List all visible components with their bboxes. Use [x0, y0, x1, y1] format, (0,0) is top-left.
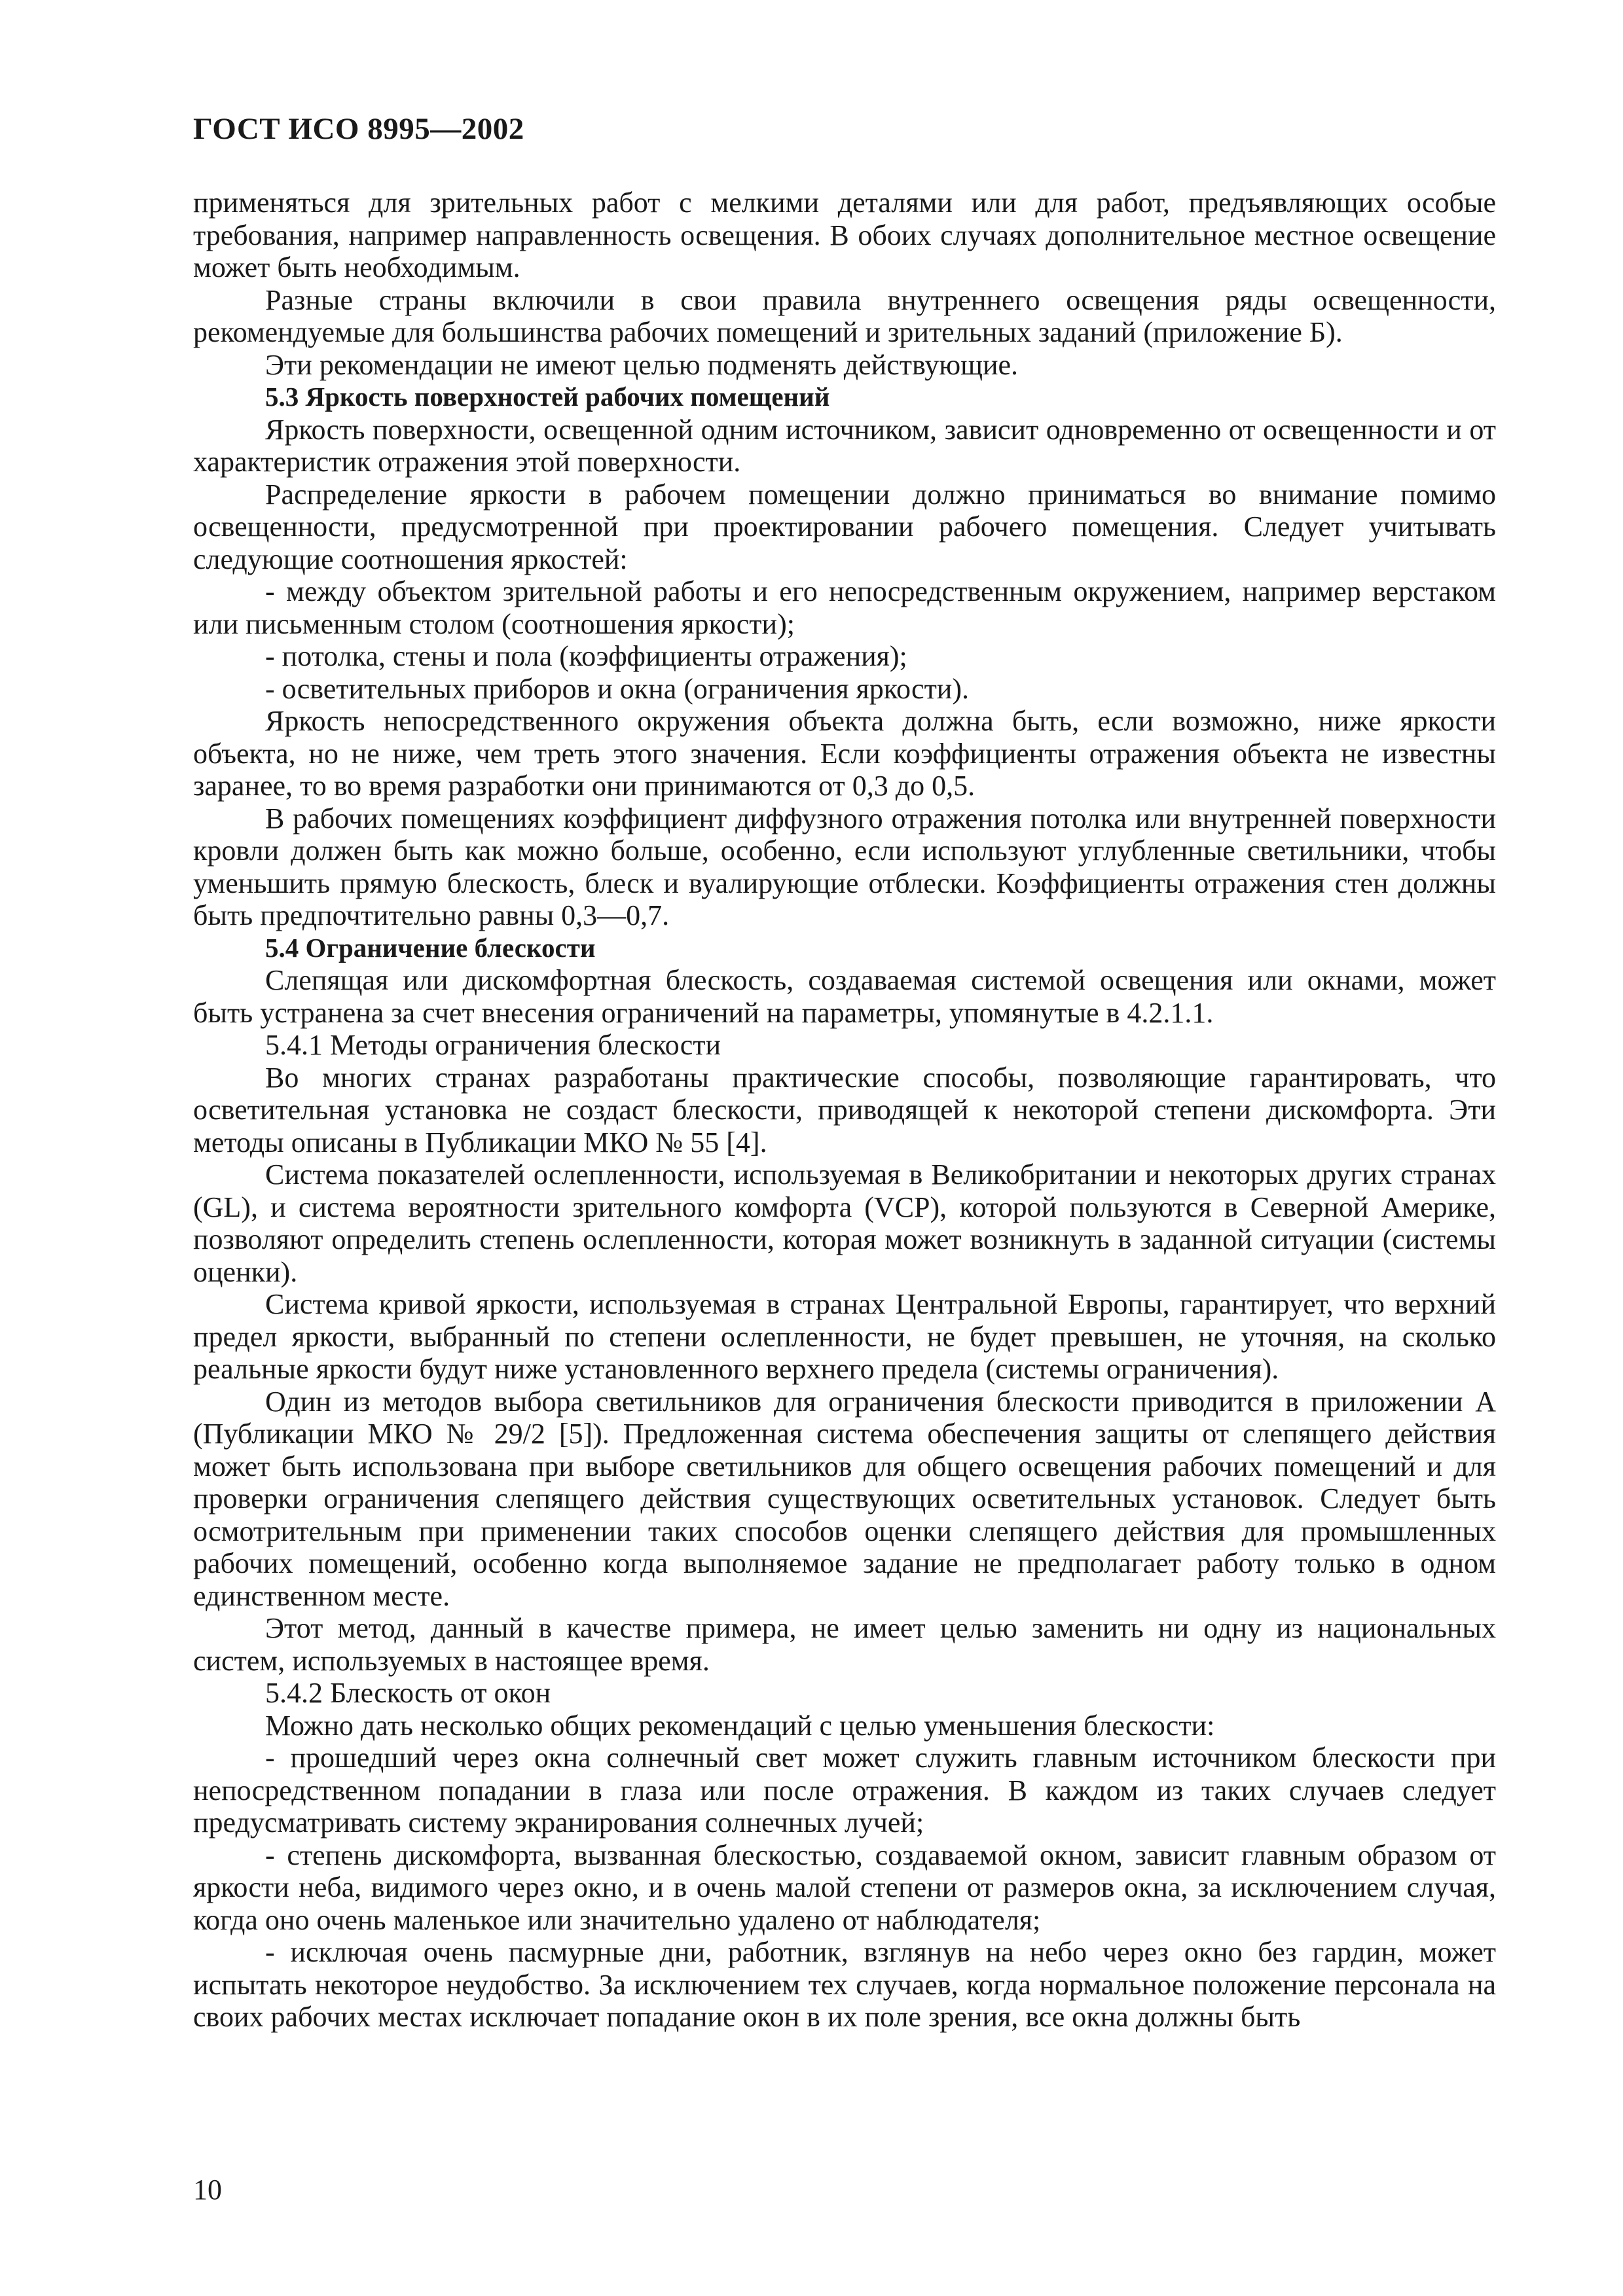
paragraph: Система показателей ослепленности, используемая в Великобритании и некоторых других странах (GL), и система вероятности зрительного комфорта (VCP), которой пользуются в Северной Америке, позволяют определить степень ослепленности, которая может возникнуть в заданной ситуации (системы оценки). [193, 1158, 1496, 1288]
list-item: - потолка, стены и пола (коэффициенты отражения); [265, 640, 907, 672]
paragraph: Система кривой яркости, используемая в странах Центральной Европы, гарантирует, что верхний предел яркости, выбранный по степени ослепленности, не будет превышен, не уточняя, на сколько реальные яркости будут ниже установленного верхнего предела (системы ограничения). [193, 1288, 1496, 1385]
paragraph-continuation: применяться для зрительных работ с мелкими деталями или для работ, предъявляющих особые требования, например направленность освещения. В обоих случаях дополнительное местное освещение может быть необходимым. [193, 187, 1496, 283]
paragraph: Разные страны включили в свои правила внутреннего освещения ряды освещенности, рекомендуемые для большинства рабочих помещений и зрительных заданий (приложение Б). [193, 283, 1496, 348]
paragraph: Один из методов выбора светильников для ограничения блескости приводится в приложении А (Публикации МКО № 29/2 [5]). Предложенная система обеспечения защиты от слепящего действия может быть использована при выборе светильников для общего освещения рабочих помещений и для проверки ограничения слепящего действия существующих осветительных установок. Следует быть осмотрительным при применении таких способов оценки слепящего действия для промышленных рабочих помещений, особенно когда выполняемое задание не предполагает работу только в одном единственном месте. [193, 1385, 1496, 1612]
paragraph: Эти рекомендации не имеют целью подменять действующие. [265, 348, 1019, 381]
paragraph: В рабочих помещениях коэффициент диффузного отражения потолка или внутренней поверхности кровли должен быть как можно больше, особенно, если используют углубленные светильники, чтобы уменьшить прямую блескость, блеск и вуалирующие отблески. Коэффициенты отражения стен должны быть предпочтительно равны 0,3—0,7. [193, 802, 1496, 931]
paragraph: Слепящая или дискомфортная блескость, создаваемая системой освещения или окнами, может быть устранена за счет внесения ограничений на параметры, упомянутые в 4.2.1.1. [193, 964, 1496, 1029]
section-heading-5-4: 5.4 Ограничение блескости [265, 932, 596, 963]
document-body [193, 187, 1496, 2034]
list-item: - осветительных приборов и окна (ограничения яркости). [265, 672, 969, 705]
subsection-heading-5-4-2: 5.4.2 Блескость от окон [265, 1677, 551, 1709]
paragraph: Этот метод, данный в качестве примера, не имеет целью заменить ни одну из национальных систем, используемых в настоящее время. [193, 1612, 1496, 1677]
section-heading-5-3: 5.3 Яркость поверхностей рабочих помещений [265, 382, 830, 412]
paragraph: Во многих странах разработаны практические способы, позволяющие гарантировать, что осветительная установка не создаст блескости, приводящей к некоторой степени дискомфорта. Эти методы описаны в Публикации МКО № 55 [4]. [193, 1061, 1496, 1158]
list-item: - исключая очень пасмурные дни, работник, взглянув на небо через окно без гардин, может испытать некоторое неудобство. За исключением тех случаев, когда нормальное положение персонала на своих рабочих местах исключает попадание окон в их поле зрения, все окна должны быть [193, 1936, 1496, 2033]
paragraph: Яркость непосредственного окружения объекта должна быть, если возможно, ниже яркости объекта, но не ниже, чем треть этого значения. Если коэффициенты отражения объекта не известны заранее, то во время разработки они принимаются от 0,3 до 0,5. [193, 705, 1496, 802]
paragraph: Яркость поверхности, освещенной одним источником, зависит одновременно от освещенности и от характеристик отражения этой поверхности. [193, 413, 1496, 478]
subsection-heading-5-4-1: 5.4.1 Методы ограничения блескости [265, 1029, 721, 1061]
list-item: - между объектом зрительной работы и его непосредственным окружением, например верстаком или письменным столом (соотношения яркости); [193, 575, 1496, 640]
list-item: - степень дискомфорта, вызванная блескостью, создаваемой окном, зависит главным образом от яркости неба, видимого через окно, и в очень малой степени от размеров окна, за исключением случая, когда оно очень маленькое или значительно удалено от наблюдателя; [193, 1839, 1496, 1936]
paragraph: Распределение яркости в рабочем помещении должно приниматься во внимание помимо освещенности, предусмотренной при проектировании рабочего помещения. Следует учитывать следующие соотношения яркостей: [193, 478, 1496, 575]
list-item: - прошедший через окна солнечный свет может служить главным источником блескости при непосредственном попадании в глаза или после отражения. В каждом из таких случаев следует предусматривать систему экранирования солнечных лучей; [193, 1742, 1496, 1839]
page-number: 10 [193, 2174, 222, 2206]
paragraph: Можно дать несколько общих рекомендаций с целью уменьшения блескости: [265, 1709, 1215, 1742]
document-header: ГОСТ ИСО 8995—2002 [193, 112, 524, 146]
